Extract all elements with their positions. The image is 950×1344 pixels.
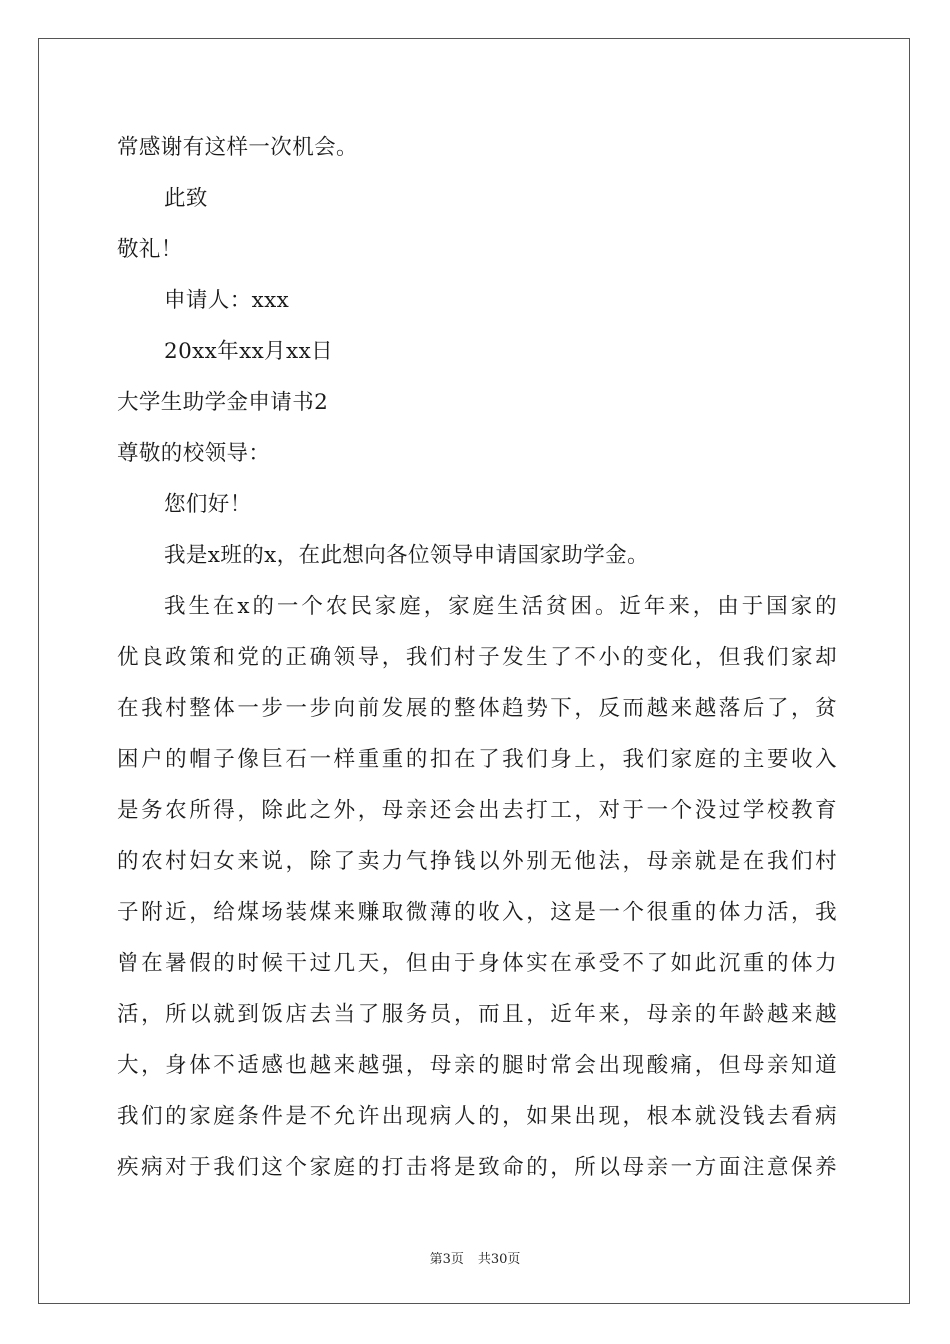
text-line: 在我村整体一步一步向前发展的整体趋势下，反而越来越落后了，贫 xyxy=(117,696,837,721)
text-line: 曾在暑假的时候干过几天，但由于身体实在承受不了如此沉重的体力 xyxy=(117,951,837,976)
text-line: 大，身体不适感也越来越强，母亲的腿时常会出现酸痛，但母亲知道 xyxy=(117,1053,837,1078)
text-line: 此致 xyxy=(164,186,208,211)
text-line: 我生在x的一个农民家庭，家庭生活贫困。近年来，由于国家的 xyxy=(164,594,837,619)
text-line: 我是x班的x，在此想向各位领导申请国家助学金。 xyxy=(164,543,649,568)
text-line: 子附近，给煤场装煤来赚取微薄的收入，这是一个很重的体力活，我 xyxy=(117,900,837,925)
text-line: 活，所以就到饭店去当了服务员，而且，近年来，母亲的年龄越来越 xyxy=(117,1002,837,1027)
text-line: 优良政策和党的正确领导，我们村子发生了不小的变化，但我们家却 xyxy=(117,645,837,670)
page-footer xyxy=(0,1248,950,1267)
page-total: 共30页 xyxy=(477,1252,521,1267)
text-line: 20xx年xx月xx日 xyxy=(164,339,334,364)
text-line: 大学生助学金申请书2 xyxy=(117,390,329,415)
text-line: 申请人：xxx xyxy=(164,288,290,313)
text-line: 是务农所得，除此之外，母亲还会出去打工，对于一个没过学校教育 xyxy=(117,798,837,823)
text-line: 困户的帽子像巨石一样重重的扣在了我们身上，我们家庭的主要收入 xyxy=(117,747,837,772)
text-line: 疾病对于我们这个家庭的打击将是致命的，所以母亲一方面注意保养 xyxy=(117,1155,837,1180)
text-line: 的农村妇女来说，除了卖力气挣钱以外别无他法，母亲就是在我们村 xyxy=(117,849,837,874)
text-line: 常感谢有这样一次机会。 xyxy=(117,135,358,160)
text-line: 尊敬的校领导： xyxy=(117,441,271,466)
document-body xyxy=(117,122,837,1193)
page-number: 第3页 xyxy=(429,1252,464,1267)
text-line: 您们好！ xyxy=(164,492,252,517)
text-line: 敬礼！ xyxy=(117,237,183,262)
text-line: 我们的家庭条件是不允许出现病人的，如果出现，根本就没钱去看病 xyxy=(117,1104,837,1129)
